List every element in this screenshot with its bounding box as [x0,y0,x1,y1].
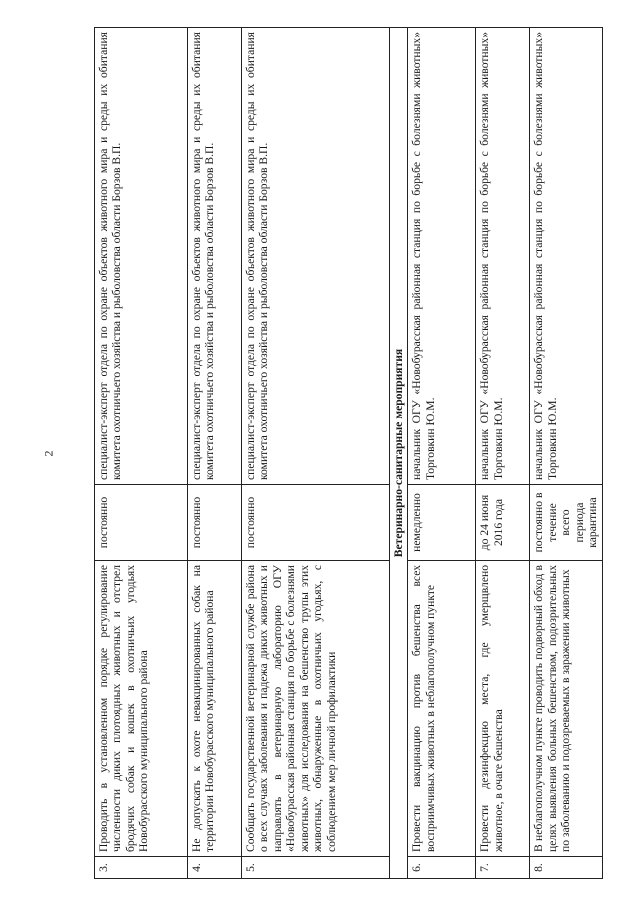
term-cell: до 24 июня 2016 года [476,485,530,561]
row-number: 7. [476,857,530,879]
action-cell: Провести вакцинацию против бешенства всех восприимчивых животных в неблагополучном пункте [408,561,476,857]
section-row [390,28,408,879]
responsible-cell: начальник ОГУ «Новобурасская районная станция по борьбе с болезнями животных» Торговкин Ю.М. [530,28,602,485]
page-number: 2 [41,450,56,457]
action-cell: Провести дезинфекцию места, где умерщвлено животное, в очаге бешенства [476,561,530,857]
row-number: 3. [95,857,188,879]
section-title: Ветеринарно-санитарные мероприятия [390,28,408,879]
term-cell: постоянно [188,485,242,561]
table-row [188,28,242,879]
rotated-table-container [94,28,600,879]
measures-table [94,27,603,879]
responsible-cell: начальник ОГУ «Новобурасская районная станция по борьбе с болезнями животных» Торговкин Ю.М. [408,28,476,485]
term-cell: постоянно [242,485,390,561]
action-cell: Проводить в установленном порядке регулирование численности диких плотоядных животных и отстрел бродячих собак и кошек в охотничьих угодьях Новобурасского муниципального района [95,561,188,857]
action-cell: Не допускать к охоте невакцинированных собак на территории Новобурасского муниципального района [188,561,242,857]
term-cell: постоянно в течение всего периода карантина [530,485,602,561]
responsible-cell: специалист-эксперт отдела по охране объектов животного мира и среды их обитания комитета охотничьего хозяйства и рыболовства области Борзов В.П. [95,28,188,485]
term-cell: немедленно [408,485,476,561]
row-number: 8. [530,857,602,879]
term-cell: постоянно [95,485,188,561]
action-cell: В неблагополучном пункте проводить подворный обход в целях выявления больных бешенством, подозрительных по заболеванию и подозреваемых в заражении животных [530,561,602,857]
responsible-cell: специалист-эксперт отдела по охране объектов животного мира и среды их обитания комитета охотничьего хозяйства и рыболовства области Борзов В.П. [242,28,390,485]
table-row [95,28,188,879]
row-number: 6. [408,857,476,879]
table-row [530,28,602,879]
row-number: 5. [242,857,390,879]
responsible-cell: начальник ОГУ «Новобурасская районная станция по борьбе с болезнями животных» Торговкин Ю.М. [476,28,530,485]
action-cell: Сообщать государственной ветеринарной службе района о всех случаях заболевания и падежа диких животных и направлять в ветеринарную лабораторию ОГУ «Новобурасская районная станция по борьбе с болезнями животных» для исследования на бешенство трупы этих животных, обнаруженные в охотничьих угодьях, с соблюдением мер личной профилактики [242,561,390,857]
responsible-cell: специалист-эксперт отдела по охране объектов животного мира и среды их обитания комитета охотничьего хозяйства и рыболовства области Борзов В.П. [188,28,242,485]
table-row [408,28,476,879]
table-row [476,28,530,879]
row-number: 4. [188,857,242,879]
table-row [242,28,390,879]
